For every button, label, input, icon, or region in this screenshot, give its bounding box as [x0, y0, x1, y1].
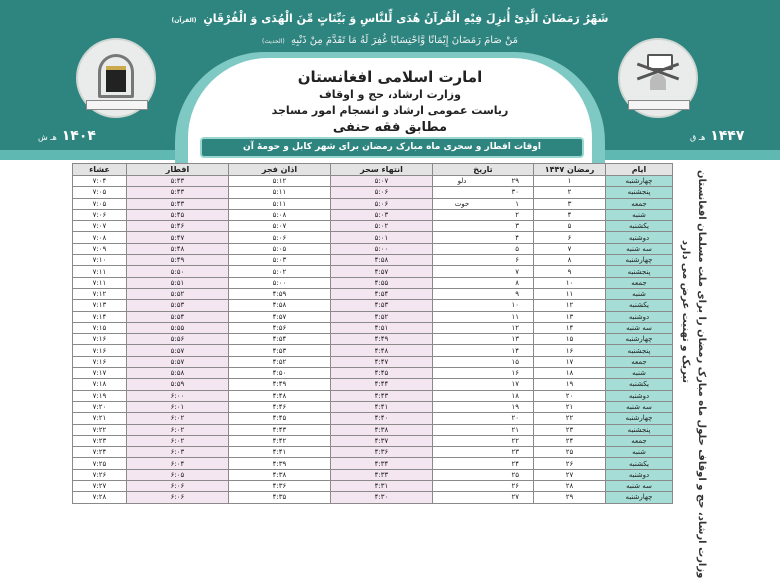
sahar-cell: ۴:۴۱: [331, 401, 433, 412]
isha-cell: ۷:۱۳: [73, 300, 127, 311]
isha-cell: ۷:۲۷: [73, 481, 127, 492]
table-header-row: [73, 164, 673, 176]
ramadan-day-cell: ۲۳: [534, 424, 606, 435]
table-row: [73, 176, 673, 187]
table-row: [73, 334, 673, 345]
fajr-cell: ۴:۵۰: [229, 368, 331, 379]
weekday-cell: سه شنبه: [606, 322, 673, 333]
ramadan-day-cell: ۲۸: [534, 481, 606, 492]
weekday-cell: پنجشنبه: [606, 345, 673, 356]
iftar-cell: ۶:۰۶: [127, 481, 229, 492]
isha-cell: ۷:۱۷: [73, 368, 127, 379]
sahar-cell: ۴:۴۴: [331, 379, 433, 390]
weekday-cell: جمعه: [606, 277, 673, 288]
table-row: [73, 356, 673, 367]
isha-cell: ۷:۲۵: [73, 458, 127, 469]
table-row: [73, 424, 673, 435]
iftar-cell: ۵:۴۹: [127, 255, 229, 266]
date-cell: [433, 277, 534, 288]
table-row: [73, 492, 673, 503]
date-cell: [433, 311, 534, 322]
ramadan-day-cell: ۲۵: [534, 447, 606, 458]
iftar-cell: ۵:۴۳: [127, 198, 229, 209]
iftar-cell: ۵:۵۳: [127, 300, 229, 311]
date-cell: [433, 424, 534, 435]
date-cell: [433, 288, 534, 299]
weekday-cell: جمعه: [606, 356, 673, 367]
date-number: ۱۳: [511, 335, 519, 344]
ramadan-timetable: [72, 163, 673, 504]
table-row: [73, 413, 673, 424]
date-number: ۱۱: [511, 312, 519, 321]
iftar-cell: ۵:۵۷: [127, 356, 229, 367]
isha-cell: ۷:۲۲: [73, 424, 127, 435]
sahar-cell: ۴:۴۸: [331, 345, 433, 356]
weekday-cell: چهارشنبه: [606, 176, 673, 187]
side-greeting-line1: وزارت ارشاد، حج و اوقاف حلول ماه مبارک رمضان را برای ملت مسلمان افغانستان: [696, 170, 707, 578]
fajr-cell: ۴:۳۹: [229, 458, 331, 469]
date-cell: [433, 209, 534, 220]
fajr-cell: ۵:۰۶: [229, 232, 331, 243]
ramadan-day-cell: ۲۶: [534, 458, 606, 469]
isha-cell: ۷:۱۱: [73, 277, 127, 288]
ramadan-day-cell: ۱۶: [534, 345, 606, 356]
weekday-cell: یکشنبه: [606, 221, 673, 232]
date-number: ۱: [515, 199, 519, 208]
date-cell: [433, 300, 534, 311]
ramadan-day-cell: ۷: [534, 243, 606, 254]
sahar-cell: ۵:۰۶: [331, 198, 433, 209]
fajr-cell: ۴:۵۹: [229, 288, 331, 299]
ramadan-day-cell: ۲۹: [534, 492, 606, 503]
fajr-cell: ۵:۰۷: [229, 221, 331, 232]
date-number: ۱۲: [511, 324, 519, 332]
ministry-emblem-icon: [76, 38, 156, 118]
quran-verse-text: شَهْرُ رَمَضَانَ الَّذِیْ أُنزِلَ فِیْهِ الْقُرآنُ هُدَی لِّلنَّاسِ وَ بَیِّنَاتٍ مِّنَ الْهُدَی وَ الْفُرْقَانِ: [203, 12, 609, 25]
sahar-cell: ۵:۰۰: [331, 243, 433, 254]
date-month: دلو: [457, 177, 467, 186]
isha-cell: ۷:۱۴: [73, 311, 127, 322]
iftar-cell: ۵:۵۹: [127, 379, 229, 390]
iftar-cell: ۵:۵۷: [127, 345, 229, 356]
date-number: ۸: [515, 278, 519, 287]
isha-cell: ۷:۱۱: [73, 266, 127, 277]
iftar-cell: ۵:۴۳: [127, 176, 229, 187]
ramadan-day-cell: ۸: [534, 255, 606, 266]
emirate-emblem-icon: [618, 38, 698, 118]
iftar-cell: ۵:۵۴: [127, 311, 229, 322]
table-row: [73, 300, 673, 311]
ramadan-day-cell: ۱: [534, 176, 606, 187]
sahar-cell: ۴:۳۴: [331, 458, 433, 469]
date-cell: [433, 232, 534, 243]
date-cell: [433, 368, 534, 379]
ramadan-day-cell: ۳: [534, 198, 606, 209]
weekday-cell: جمعه: [606, 435, 673, 446]
date-cell: [433, 187, 534, 198]
ramadan-day-cell: ۲۷: [534, 469, 606, 480]
isha-cell: ۷:۰۷: [73, 221, 127, 232]
date-cell: [433, 176, 534, 187]
date-number: ۲۵: [511, 470, 519, 479]
weekday-cell: یکشنبه: [606, 379, 673, 390]
fajr-cell: ۴:۵۶: [229, 322, 331, 333]
table-row: [73, 266, 673, 277]
date-cell: [433, 198, 534, 209]
date-number: ۲۷: [511, 493, 519, 502]
isha-cell: ۷:۰۶: [73, 209, 127, 220]
table-row: [73, 368, 673, 379]
sahar-cell: ۵:۰۱: [331, 232, 433, 243]
fajr-cell: ۴:۳۶: [229, 481, 331, 492]
weekday-cell: شنبه: [606, 447, 673, 458]
weekday-cell: شنبه: [606, 288, 673, 299]
ramadan-day-cell: ۲۱: [534, 401, 606, 412]
table-row: [73, 277, 673, 288]
title-fiqh: مطابق فقه حنفی: [332, 120, 448, 135]
fajr-cell: ۵:۰۳: [229, 255, 331, 266]
weekday-cell: شنبه: [606, 209, 673, 220]
date-cell: [433, 243, 534, 254]
ribbon-shape: [628, 100, 690, 110]
date-cell: [433, 266, 534, 277]
isha-cell: ۷:۰۵: [73, 187, 127, 198]
lunar-year: [690, 128, 744, 144]
sahar-cell: ۴:۳۰: [331, 492, 433, 503]
weekday-cell: دوشنبه: [606, 469, 673, 480]
side-greeting-line2: تبریک و تهنیت عرض می دارد: [680, 240, 691, 384]
ramadan-day-cell: ۶: [534, 232, 606, 243]
table-row: [73, 345, 673, 356]
fajr-cell: ۴:۳۸: [229, 469, 331, 480]
fajr-cell: ۵:۰۲: [229, 266, 331, 277]
iftar-cell: ۵:۵۲: [127, 288, 229, 299]
isha-cell: ۷:۱۰: [73, 255, 127, 266]
weekday-cell: سه شنبه: [606, 243, 673, 254]
iftar-cell: ۶:۰۶: [127, 492, 229, 503]
iftar-cell: ۶:۰۰: [127, 390, 229, 401]
date-cell: [433, 390, 534, 401]
title-emirate: امارت اسلامی افغانستان: [297, 68, 483, 86]
table-row: [73, 221, 673, 232]
ramadan-day-cell: ۲۲: [534, 413, 606, 424]
fajr-cell: ۵:۱۱: [229, 187, 331, 198]
date-number: ۴: [515, 233, 519, 242]
iftar-cell: ۶:۰۴: [127, 458, 229, 469]
weekday-cell: پنجشنبه: [606, 266, 673, 277]
weekday-cell: چهارشنبه: [606, 255, 673, 266]
iftar-cell: ۵:۴۳: [127, 187, 229, 198]
table-row: [73, 187, 673, 198]
date-cell: [433, 413, 534, 424]
iftar-cell: ۵:۴۶: [127, 221, 229, 232]
table-row: [73, 469, 673, 480]
ramadan-day-cell: ۱۱: [534, 288, 606, 299]
ramadan-day-cell: ۱۹: [534, 379, 606, 390]
date-number: ۳۰: [511, 188, 519, 197]
date-number: ۲۰: [511, 414, 519, 423]
isha-cell: ۷:۱۶: [73, 334, 127, 345]
sahar-cell: ۴:۴۳: [331, 390, 433, 401]
weekday-cell: پنجشنبه: [606, 424, 673, 435]
weekday-cell: چهارشنبه: [606, 413, 673, 424]
ramadan-day-cell: ۱۵: [534, 334, 606, 345]
fajr-cell: ۴:۵۲: [229, 356, 331, 367]
solar-year-suffix: هـ ش: [38, 133, 57, 142]
isha-cell: ۷:۲۶: [73, 469, 127, 480]
fajr-cell: ۴:۵۳: [229, 345, 331, 356]
date-number: ۱۰: [511, 301, 519, 310]
ramadan-day-cell: ۱۴: [534, 322, 606, 333]
table-row: [73, 447, 673, 458]
sahar-cell: ۴:۳۶: [331, 447, 433, 458]
date-cell: [433, 435, 534, 446]
iftar-cell: ۵:۴۵: [127, 209, 229, 220]
sahar-cell: ۴:۳۱: [331, 481, 433, 492]
isha-cell: ۷:۱۵: [73, 322, 127, 333]
sahar-cell: ۴:۴۵: [331, 368, 433, 379]
column-header-iftar: افطار: [127, 164, 229, 176]
sahar-cell: ۴:۴۰: [331, 413, 433, 424]
date-cell: [433, 401, 534, 412]
isha-cell: ۷:۰۹: [73, 243, 127, 254]
hadith-verse-source: (الحدیث): [262, 38, 285, 45]
date-number: ۱۴: [511, 346, 519, 355]
weekday-cell: پنجشنبه: [606, 187, 673, 198]
fajr-cell: ۵:۰۸: [229, 209, 331, 220]
isha-cell: ۷:۰۸: [73, 232, 127, 243]
date-cell: [433, 469, 534, 480]
iftar-cell: ۶:۰۲: [127, 435, 229, 446]
weekday-cell: جمعه: [606, 198, 673, 209]
table-row: [73, 390, 673, 401]
isha-cell: ۷:۲۴: [73, 447, 127, 458]
sahar-cell: ۴:۳۳: [331, 469, 433, 480]
table-row: [73, 435, 673, 446]
date-cell: [433, 458, 534, 469]
date-number: ۲۳: [511, 448, 519, 457]
fajr-cell: ۵:۰۰: [229, 277, 331, 288]
date-number: ۱۹: [511, 403, 519, 412]
isha-cell: ۷:۲۱: [73, 413, 127, 424]
ramadan-day-cell: ۲۴: [534, 435, 606, 446]
date-month: حوت: [454, 199, 470, 208]
ramadan-day-cell: ۲: [534, 187, 606, 198]
date-number: ۲۶: [511, 482, 519, 491]
solar-year-value: ۱۴۰۴: [61, 128, 96, 144]
ramadan-day-cell: ۱۸: [534, 368, 606, 379]
sahar-cell: ۴:۵۳: [331, 300, 433, 311]
ramadan-day-cell: ۱۰: [534, 277, 606, 288]
date-cell: [433, 481, 534, 492]
fajr-cell: ۴:۳۵: [229, 492, 331, 503]
date-number: ۶: [515, 256, 519, 265]
fajr-cell: ۴:۵۷: [229, 311, 331, 322]
date-number: ۳: [515, 222, 519, 231]
date-number: ۲۱: [511, 425, 519, 434]
table-row: [73, 209, 673, 220]
ribbon-shape: [86, 100, 148, 110]
table-row: [73, 481, 673, 492]
column-header-isha: عشاء: [73, 164, 127, 176]
date-cell: [433, 334, 534, 345]
date-cell: [433, 322, 534, 333]
weekday-cell: شنبه: [606, 368, 673, 379]
fajr-cell: ۴:۴۲: [229, 435, 331, 446]
weekday-cell: دوشنبه: [606, 390, 673, 401]
weekday-cell: سه شنبه: [606, 481, 673, 492]
column-header-ramadan: رمضان ۱۴۴۷: [534, 164, 606, 176]
isha-cell: ۷:۱۶: [73, 356, 127, 367]
table-row: [73, 255, 673, 266]
fajr-cell: ۴:۴۹: [229, 379, 331, 390]
isha-cell: ۷:۰۵: [73, 198, 127, 209]
date-number: ۱۵: [511, 357, 519, 366]
sahar-cell: ۴:۴۹: [331, 334, 433, 345]
date-cell: [433, 255, 534, 266]
ramadan-day-cell: ۹: [534, 266, 606, 277]
title-department: ریاست عمومی ارشاد و انسجام امور مساجد: [271, 104, 509, 117]
weekday-cell: دوشنبه: [606, 311, 673, 322]
isha-cell: ۷:۱۶: [73, 345, 127, 356]
date-cell: [433, 356, 534, 367]
fajr-cell: ۴:۵۸: [229, 300, 331, 311]
iftar-cell: ۶:۰۵: [127, 469, 229, 480]
table-row: [73, 288, 673, 299]
isha-cell: ۷:۱۸: [73, 379, 127, 390]
iftar-cell: ۵:۵۵: [127, 322, 229, 333]
date-cell: [433, 447, 534, 458]
sahar-cell: ۵:۰۲: [331, 221, 433, 232]
iftar-cell: ۶:۰۱: [127, 401, 229, 412]
weekday-cell: سه شنبه: [606, 401, 673, 412]
solar-year: [38, 128, 96, 144]
side-greeting: [680, 170, 710, 578]
fajr-cell: ۵:۱۱: [229, 198, 331, 209]
ramadan-day-cell: ۱۲: [534, 300, 606, 311]
date-number: ۱۷: [511, 380, 519, 389]
iftar-cell: ۵:۵۸: [127, 368, 229, 379]
fajr-cell: ۵:۰۵: [229, 243, 331, 254]
sahar-cell: ۵:۰۷: [331, 176, 433, 187]
fajr-cell: ۴:۴۵: [229, 413, 331, 424]
sahar-cell: ۴:۳۷: [331, 435, 433, 446]
ramadan-day-cell: ۱۷: [534, 356, 606, 367]
table-row: [73, 198, 673, 209]
weekday-cell: یکشنبه: [606, 458, 673, 469]
table-row: [73, 458, 673, 469]
fajr-cell: ۴:۵۴: [229, 334, 331, 345]
fajr-cell: ۴:۴۱: [229, 447, 331, 458]
table-row: [73, 379, 673, 390]
sahar-cell: ۴:۳۸: [331, 424, 433, 435]
column-header-day: ایام: [606, 164, 673, 176]
sahar-cell: ۵:۰۳: [331, 209, 433, 220]
lunar-year-value: ۱۴۴۷: [710, 128, 745, 144]
sahar-cell: ۴:۵۵: [331, 277, 433, 288]
iftar-cell: ۶:۰۲: [127, 413, 229, 424]
date-cell: [433, 221, 534, 232]
fajr-cell: ۵:۱۲: [229, 176, 331, 187]
sahar-cell: ۴:۴۷: [331, 356, 433, 367]
iftar-cell: ۵:۵۰: [127, 266, 229, 277]
table-row: [73, 311, 673, 322]
sahar-cell: ۴:۵۱: [331, 322, 433, 333]
isha-cell: ۷:۲۳: [73, 435, 127, 446]
date-number: ۱۶: [511, 369, 519, 378]
column-header-date: تاریخ: [433, 164, 534, 176]
fajr-cell: ۴:۴۸: [229, 390, 331, 401]
iftar-cell: ۶:۰۲: [127, 424, 229, 435]
iftar-cell: ۵:۴۸: [127, 243, 229, 254]
ramadan-day-cell: ۵: [534, 221, 606, 232]
isha-cell: ۷:۱۹: [73, 390, 127, 401]
ramadan-day-cell: ۱۳: [534, 311, 606, 322]
fajr-cell: ۴:۴۳: [229, 424, 331, 435]
isha-cell: ۷:۱۲: [73, 288, 127, 299]
subtitle-banner: اوقات افطار و سحری ماه مبارک رمضان برای شهر کابل و حومهٔ آن: [200, 137, 584, 158]
table-row: [73, 232, 673, 243]
ramadan-day-cell: ۲۰: [534, 390, 606, 401]
sahar-cell: ۴:۵۸: [331, 255, 433, 266]
iftar-cell: ۶:۰۳: [127, 447, 229, 458]
date-number: ۲: [515, 211, 519, 220]
iftar-cell: ۵:۴۷: [127, 232, 229, 243]
column-header-sahar: انتهاء سحر: [331, 164, 433, 176]
kaaba-icon: [106, 66, 126, 92]
isha-cell: ۷:۲۰: [73, 401, 127, 412]
weekday-cell: دوشنبه: [606, 232, 673, 243]
date-cell: [433, 492, 534, 503]
quran-verse-source: (القرآن): [171, 17, 197, 24]
date-number: ۱۸: [511, 391, 519, 400]
date-number: ۷: [515, 267, 519, 276]
iftar-cell: ۵:۵۱: [127, 277, 229, 288]
title-ministry: وزارت ارشاد، حج و اوقاف: [319, 88, 461, 101]
date-number: ۲۴: [511, 459, 519, 468]
date-cell: [433, 345, 534, 356]
weekday-cell: چهارشنبه: [606, 492, 673, 503]
date-cell: [433, 379, 534, 390]
sahar-cell: ۴:۵۷: [331, 266, 433, 277]
ramadan-day-cell: ۴: [534, 209, 606, 220]
weekday-cell: چهارشنبه: [606, 334, 673, 345]
date-number: ۵: [515, 244, 519, 253]
quran-verse: [0, 12, 780, 25]
table-row: [73, 401, 673, 412]
iftar-cell: ۵:۵۶: [127, 334, 229, 345]
table-row: [73, 243, 673, 254]
date-number: ۲۲: [511, 436, 519, 445]
table-row: [73, 322, 673, 333]
date-number: ۹: [515, 290, 519, 299]
weekday-cell: یکشنبه: [606, 300, 673, 311]
isha-cell: ۷:۲۸: [73, 492, 127, 503]
hadith-verse-text: مَنْ صَامَ رَمَضَانَ إِیْمَانًا وَّاحْتِسَابًا غُفِرَ لَهُ مَا تَقَدَّمَ مِنْ ذَنْبِهِ: [290, 35, 518, 46]
mosque-icon: [650, 74, 666, 90]
fajr-cell: ۴:۴۶: [229, 401, 331, 412]
sahar-cell: ۴:۵۴: [331, 288, 433, 299]
lunar-year-suffix: هـ ق: [690, 133, 706, 142]
isha-cell: ۷:۰۴: [73, 176, 127, 187]
date-number: ۲۹: [511, 177, 519, 186]
sahar-cell: ۴:۵۲: [331, 311, 433, 322]
column-header-fajr: اذان فجر: [229, 164, 331, 176]
sahar-cell: ۵:۰۶: [331, 187, 433, 198]
